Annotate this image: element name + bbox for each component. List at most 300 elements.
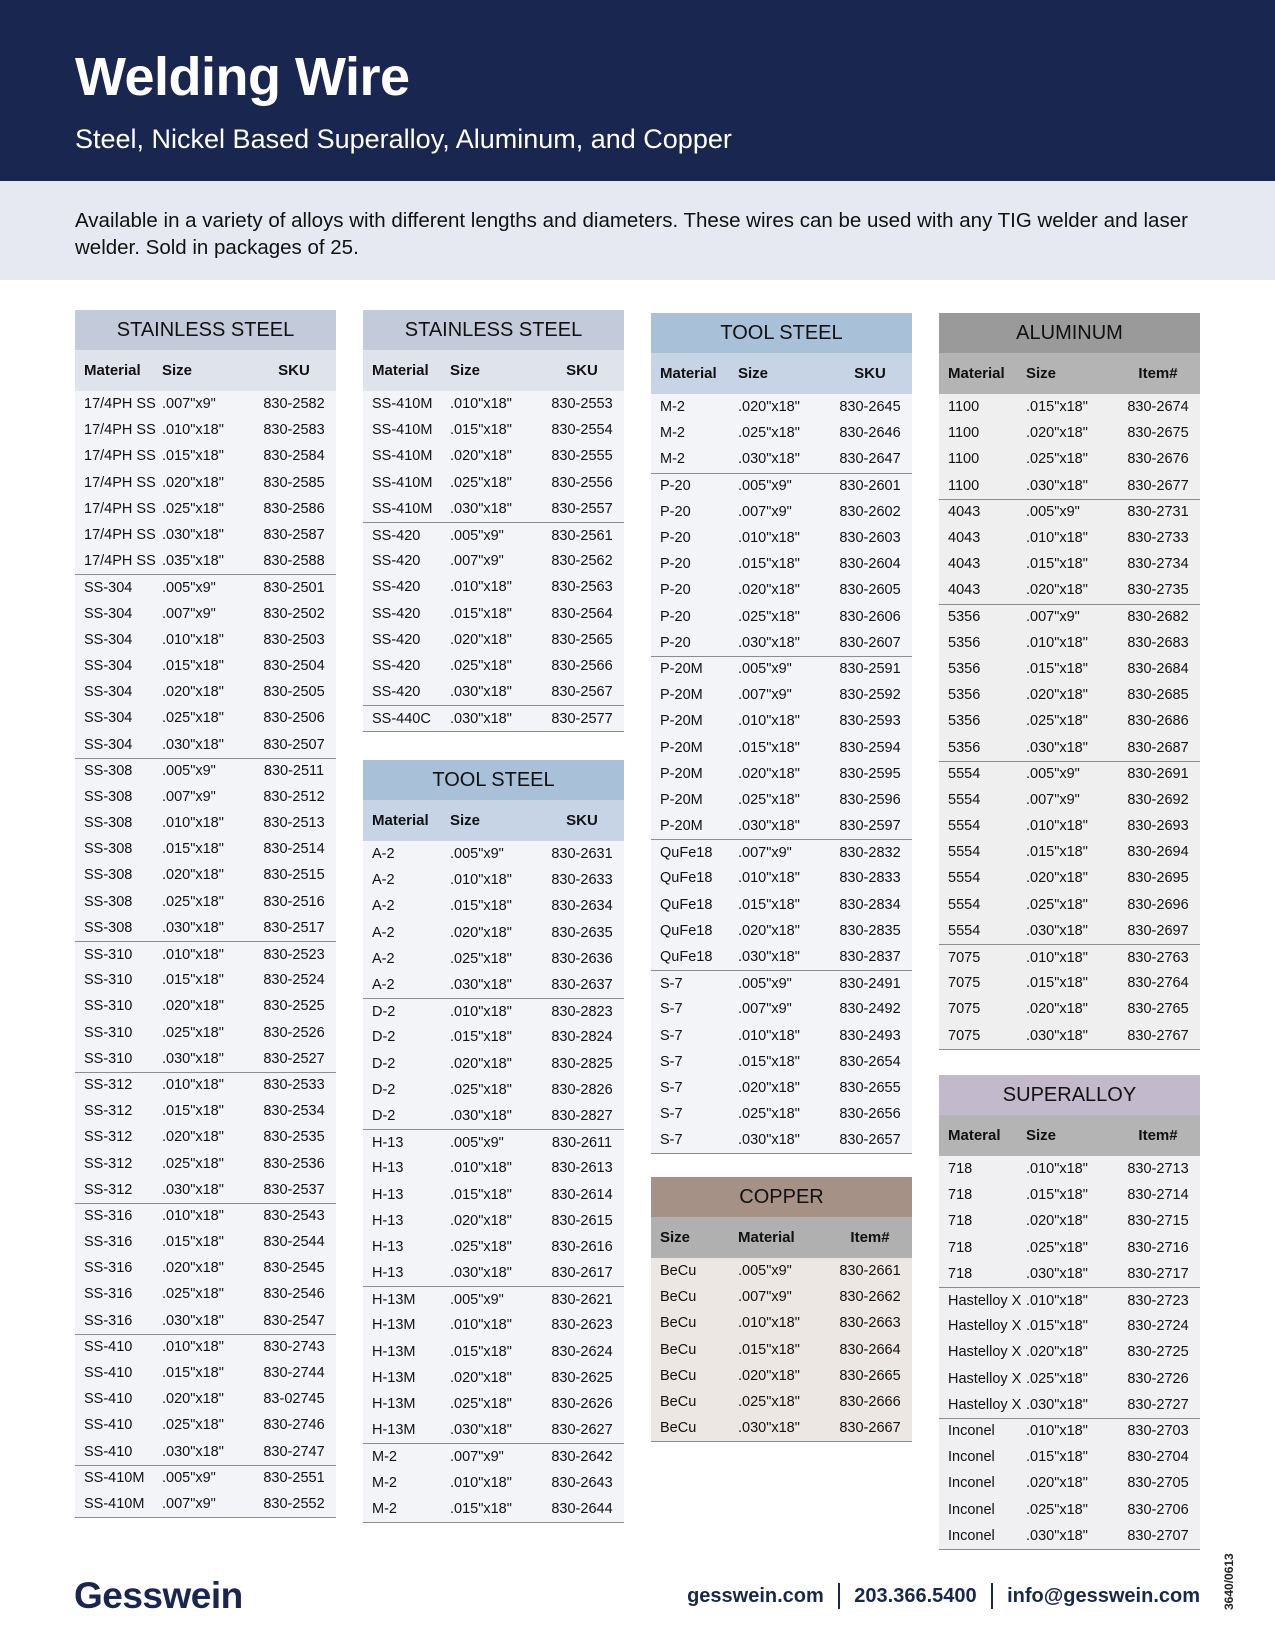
column-header: Materal	[948, 1127, 1001, 1144]
table-title: ALUMINUM	[939, 313, 1200, 353]
table-cell: A-2	[372, 924, 395, 941]
table-cell: .010"x18"	[450, 1003, 512, 1020]
table-cell: .025"x18"	[1026, 713, 1088, 730]
table-cell: 830-2667	[839, 1420, 901, 1437]
table-row	[363, 1103, 624, 1129]
table-cell: 830-2726	[1127, 1370, 1189, 1387]
table-cell: .020"x18"	[450, 448, 512, 465]
table-cell: SS-420	[372, 579, 421, 596]
table-cell: 830-2724	[1127, 1318, 1189, 1335]
table-cell: SS-304	[84, 579, 133, 596]
table-row	[75, 522, 336, 548]
table-row	[363, 470, 624, 496]
table-cell: H-13	[372, 1186, 404, 1203]
table-row	[939, 1023, 1200, 1049]
column-header: Material	[948, 365, 1005, 382]
table-cell: SS-304	[84, 710, 133, 727]
website-link[interactable]: gesswein.com	[687, 1584, 824, 1607]
table-row	[939, 1156, 1200, 1182]
table-cell: 830-2633	[551, 872, 613, 889]
table-cell: 830-2697	[1127, 922, 1189, 939]
table-cell: D-2	[372, 1003, 396, 1020]
table-cell: 830-2603	[839, 530, 901, 547]
email-link[interactable]: info@gesswein.com	[1007, 1584, 1200, 1607]
table-cell: .030"x18"	[1026, 739, 1088, 756]
table-row	[363, 574, 624, 600]
table-cell: 5356	[948, 687, 981, 704]
table-cell: 5554	[948, 766, 981, 783]
table-cell: .025"x18"	[450, 474, 512, 491]
table-row	[75, 1412, 336, 1438]
table-cell: .007"x9"	[738, 1001, 792, 1018]
table-cell: Hastelloy X	[948, 1396, 1022, 1413]
table-cell: 830-2594	[839, 739, 901, 756]
table-cell: 5554	[948, 818, 981, 835]
table-cell: 830-2561	[551, 527, 613, 544]
stainless-steel-table-1	[75, 310, 336, 1518]
table-cell: SS-316	[84, 1234, 133, 1251]
table-cell: 830-2562	[551, 553, 613, 570]
table-cell: .010"x18"	[1026, 1161, 1088, 1178]
table-row	[939, 761, 1200, 787]
table-cell: 830-2723	[1127, 1292, 1189, 1309]
table-cell: .030"x18"	[1026, 1265, 1088, 1282]
table-row	[363, 1234, 624, 1260]
page-title: Welding Wire	[75, 47, 410, 107]
table-cell: P-20M	[660, 687, 703, 704]
table-row	[651, 761, 912, 787]
column-header: Size	[450, 362, 481, 379]
table-row	[363, 496, 624, 522]
table-row	[75, 1465, 336, 1491]
table-row	[363, 1129, 624, 1155]
table-row	[939, 656, 1200, 682]
table-cell: SS-310	[84, 972, 133, 989]
table-cell: A-2	[372, 950, 395, 967]
table-cell: M-2	[372, 1448, 397, 1465]
table-cell: 830-2626	[551, 1396, 613, 1413]
table-cell: Hastelloy X	[948, 1318, 1022, 1335]
table-row	[939, 446, 1200, 472]
table-row	[363, 679, 624, 705]
table-cell: SS-410M	[84, 1470, 145, 1487]
table-row	[651, 551, 912, 577]
phone-number[interactable]: 203.366.5400	[854, 1584, 977, 1607]
table-cell: 7075	[948, 975, 981, 992]
table-cell: .005"x9"	[738, 975, 792, 992]
table-row	[939, 996, 1200, 1022]
table-cell: .025"x18"	[162, 1417, 224, 1434]
table-cell: 4043	[948, 556, 981, 573]
table-title: TOOL STEEL	[651, 313, 912, 353]
table-row	[75, 862, 336, 888]
table-cell: .030"x18"	[162, 736, 224, 753]
table-cell: 830-2676	[1127, 451, 1189, 468]
table-cell: .020"x18"	[1026, 1344, 1088, 1361]
table-cell: 830-2587	[263, 527, 325, 544]
table-row	[939, 1496, 1200, 1522]
table-row	[939, 577, 1200, 603]
table-cell: H-13M	[372, 1369, 416, 1386]
table-row	[75, 993, 336, 1019]
table-cell: .020"x18"	[162, 1260, 224, 1277]
table-row	[651, 970, 912, 996]
table-cell: 718	[948, 1239, 973, 1256]
table-cell: .010"x18"	[162, 1208, 224, 1225]
table-cell: 830-2682	[1127, 609, 1189, 626]
table-cell: 830-2505	[263, 684, 325, 701]
table-row	[651, 1075, 912, 1101]
table-row	[939, 604, 1200, 630]
table-row	[75, 627, 336, 653]
table-cell: SS-304	[84, 736, 133, 753]
table-row	[75, 915, 336, 941]
table-cell: .015"x18"	[1026, 556, 1088, 573]
table-cell: 1100	[948, 399, 980, 416]
table-cell: 830-2735	[1127, 582, 1189, 599]
table-cell: 5554	[948, 922, 981, 939]
table-cell: 830-2606	[839, 608, 901, 625]
table-cell: .007"x9"	[162, 788, 216, 805]
table-cell: 5356	[948, 609, 981, 626]
divider	[838, 1583, 841, 1609]
table-cell: SS-420	[372, 657, 421, 674]
table-cell: .030"x18"	[450, 500, 512, 517]
table-cell: .015"x18"	[450, 605, 512, 622]
table-cell: .007"x9"	[1026, 609, 1080, 626]
table-cell: SS-440C	[372, 710, 431, 727]
table-cell: SS-310	[84, 1050, 133, 1067]
table-row	[75, 1439, 336, 1465]
table-cell: 17/4PH SS	[84, 422, 156, 439]
table-cell: 830-2677	[1127, 477, 1189, 494]
table-cell: .025"x18"	[450, 1396, 512, 1413]
table-cell: .010"x18"	[162, 1077, 224, 1094]
table-cell: 830-2551	[263, 1470, 325, 1487]
table-row	[939, 970, 1200, 996]
table-cell: 830-2695	[1127, 870, 1189, 887]
table-cell: .025"x18"	[738, 1394, 800, 1411]
table-cell: .010"x18"	[162, 946, 224, 963]
table-cell: 830-2585	[263, 474, 325, 491]
table-cell: BeCu	[660, 1394, 697, 1411]
table-row	[363, 867, 624, 893]
table-cell: SS-312	[84, 1155, 133, 1172]
table-cell: 830-2546	[263, 1286, 325, 1303]
table-cell: S-7	[660, 1132, 683, 1149]
table-cell: .005"x9"	[738, 1263, 792, 1280]
table-row	[363, 1391, 624, 1417]
intro-text: Available in a variety of alloys with different lengths and diameters. These wires can be used with any TIG welder and laser welder. Sold in packages of 25.	[75, 209, 1188, 259]
table-row	[651, 1127, 912, 1153]
table-cell: 830-2832	[839, 844, 901, 861]
table-cell: 830-2516	[263, 893, 325, 910]
table-cell: 830-2583	[263, 422, 325, 439]
table-cell: .010"x18"	[450, 579, 512, 596]
table-row	[651, 708, 912, 734]
table-cell: M-2	[660, 451, 685, 468]
table-row	[651, 865, 912, 891]
table-title: COPPER	[651, 1177, 912, 1217]
table-cell: 830-2696	[1127, 896, 1189, 913]
table-cell: D-2	[372, 1029, 396, 1046]
table-cell: 830-2627	[551, 1422, 613, 1439]
table-cell: .007"x9"	[450, 1448, 504, 1465]
table-cell: 830-2588	[263, 553, 325, 570]
table-cell: .030"x18"	[450, 684, 512, 701]
divider	[991, 1583, 994, 1609]
table-cell: 830-2656	[839, 1106, 901, 1123]
table-cell: .007"x9"	[450, 553, 504, 570]
table-cell: .010"x18"	[1026, 949, 1088, 966]
table-cell: .015"x18"	[162, 657, 224, 674]
table-cell: 830-2554	[551, 422, 613, 439]
table-cell: .007"x9"	[162, 396, 216, 413]
table-cell: 17/4PH SS	[84, 553, 156, 570]
table-cell: 830-2592	[839, 687, 901, 704]
table-cell: .020"x18"	[738, 582, 800, 599]
table-cell: .025"x18"	[1026, 896, 1088, 913]
table-cell: .020"x18"	[162, 867, 224, 884]
table-cell: .025"x18"	[450, 1238, 512, 1255]
table-cell: .025"x18"	[162, 1155, 224, 1172]
table-cell: 830-2523	[263, 946, 325, 963]
document-number: 3640/0613	[1222, 1553, 1236, 1610]
table-cell: 830-2727	[1127, 1396, 1189, 1413]
table-cell: 830-2644	[551, 1500, 613, 1517]
table-row	[651, 656, 912, 682]
table-cell: P-20	[660, 556, 691, 573]
table-cell: 830-2535	[263, 1129, 325, 1146]
table-cell: 830-2526	[263, 1024, 325, 1041]
table-title: STAINLESS STEEL	[363, 310, 624, 350]
table-cell: 830-2744	[263, 1365, 325, 1382]
table-row	[939, 1392, 1200, 1418]
table-cell: SS-410M	[372, 500, 433, 517]
table-cell: 718	[948, 1265, 973, 1282]
table-row	[75, 967, 336, 993]
table-row	[75, 1255, 336, 1281]
table-cell: 830-2613	[551, 1160, 613, 1177]
table-cell: .005"x9"	[1026, 504, 1080, 521]
table-row	[363, 1286, 624, 1312]
table-cell: SS-304	[84, 684, 133, 701]
table-row	[363, 1024, 624, 1050]
table-cell: BeCu	[660, 1315, 697, 1332]
table-cell: P-20M	[660, 713, 703, 730]
table-row	[363, 972, 624, 998]
table-row	[939, 734, 1200, 760]
table-cell: SS-410M	[372, 474, 433, 491]
table-cell: 830-2665	[839, 1367, 901, 1384]
table-cell: P-20M	[660, 791, 703, 808]
table-cell: .015"x18"	[1026, 1318, 1088, 1335]
table-cell: .010"x18"	[450, 1160, 512, 1177]
copper-table	[651, 1177, 912, 1442]
column-headers	[651, 1217, 912, 1258]
table-cell: 830-2582	[263, 396, 325, 413]
table-cell: .020"x18"	[1026, 1475, 1088, 1492]
table-row	[75, 548, 336, 574]
table-cell: .020"x18"	[450, 1369, 512, 1386]
table-cell: 830-2716	[1127, 1239, 1189, 1256]
table-cell: H-13M	[372, 1343, 416, 1360]
column-header: Material	[738, 1229, 795, 1246]
table-row	[363, 627, 624, 653]
column-header: Size	[162, 362, 193, 379]
table-cell: 5554	[948, 791, 981, 808]
table-cell: 830-2637	[551, 977, 613, 994]
table-cell: H-13M	[372, 1317, 416, 1334]
table-cell: .030"x18"	[162, 1050, 224, 1067]
table-row	[651, 1415, 912, 1441]
table-row	[651, 892, 912, 918]
table-cell: 830-2533	[263, 1077, 325, 1094]
table-row	[363, 841, 624, 867]
table-cell: .025"x18"	[162, 1286, 224, 1303]
table-cell: 830-2543	[263, 1208, 325, 1225]
table-cell: 830-2605	[839, 582, 901, 599]
table-cell: 830-2527	[263, 1050, 325, 1067]
table-cell: SS-308	[84, 763, 133, 780]
table-cell: 718	[948, 1187, 973, 1204]
table-row	[363, 998, 624, 1024]
table-cell: .005"x9"	[450, 1291, 504, 1308]
table-row	[75, 731, 336, 757]
table-cell: 830-2692	[1127, 791, 1189, 808]
table-cell: 830-2506	[263, 710, 325, 727]
table-cell: .015"x18"	[738, 739, 800, 756]
table-cell: 17/4PH SS	[84, 474, 156, 491]
table-row	[75, 1229, 336, 1255]
table-row	[75, 470, 336, 496]
table-cell: .015"x18"	[450, 1500, 512, 1517]
table-cell: .005"x9"	[450, 527, 504, 544]
table-body	[651, 1258, 912, 1442]
table-row	[363, 1051, 624, 1077]
table-row	[939, 944, 1200, 970]
table-cell: 830-2747	[263, 1443, 325, 1460]
column-header: SKU	[566, 812, 598, 829]
table-row	[363, 920, 624, 946]
table-cell: .020"x18"	[450, 631, 512, 648]
table-row	[651, 604, 912, 630]
table-row	[651, 1389, 912, 1415]
table-cell: P-20	[660, 503, 691, 520]
table-row	[939, 892, 1200, 918]
table-cell: .020"x18"	[1026, 687, 1088, 704]
table-cell: 830-2642	[551, 1448, 613, 1465]
table-cell: 830-2565	[551, 631, 613, 648]
table-cell: SS-410	[84, 1443, 133, 1460]
table-row	[651, 1363, 912, 1389]
table-cell: 830-2743	[263, 1339, 325, 1356]
table-cell: P-20	[660, 478, 691, 495]
table-cell: 830-2685	[1127, 687, 1189, 704]
table-cell: .015"x18"	[1026, 1449, 1088, 1466]
table-row	[651, 1284, 912, 1310]
table-cell: .035"x18"	[162, 553, 224, 570]
table-body	[939, 1156, 1200, 1550]
table-cell: .030"x18"	[162, 1181, 224, 1198]
column-header: Size	[450, 812, 481, 829]
table-cell: .010"x18"	[162, 815, 224, 832]
table-cell: .010"x18"	[738, 713, 800, 730]
table-cell: 17/4PH SS	[84, 396, 156, 413]
table-cell: .007"x9"	[162, 1495, 216, 1512]
table-cell: .030"x18"	[450, 977, 512, 994]
column-header: SKU	[854, 365, 886, 382]
table-cell: 830-2663	[839, 1315, 901, 1332]
table-cell: .030"x18"	[162, 919, 224, 936]
table-cell: SS-410	[84, 1417, 133, 1434]
table-cell: BeCu	[660, 1367, 697, 1384]
table-cell: P-20M	[660, 739, 703, 756]
table-cell: 830-2687	[1127, 739, 1189, 756]
table-cell: .020"x18"	[450, 924, 512, 941]
table-cell: .005"x9"	[450, 846, 504, 863]
table-cell: .020"x18"	[738, 1079, 800, 1096]
table-row	[651, 1023, 912, 1049]
table-cell: .020"x18"	[450, 1212, 512, 1229]
table-cell: 830-2631	[551, 846, 613, 863]
table-row	[363, 417, 624, 443]
table-cell: .020"x18"	[162, 474, 224, 491]
table-row	[75, 496, 336, 522]
table-row	[651, 446, 912, 472]
table-cell: 5356	[948, 713, 981, 730]
table-cell: A-2	[372, 846, 395, 863]
table-row	[939, 1313, 1200, 1339]
table-row	[75, 810, 336, 836]
table-cell: 830-2591	[839, 661, 901, 678]
table-row	[363, 1077, 624, 1103]
table-row	[75, 1203, 336, 1229]
table-cell: .010"x18"	[738, 870, 800, 887]
table-cell: .010"x18"	[1026, 634, 1088, 651]
table-cell: 830-2534	[263, 1103, 325, 1120]
table-row	[75, 1124, 336, 1150]
table-cell: .030"x18"	[162, 527, 224, 544]
table-cell: .020"x18"	[162, 1391, 224, 1408]
table-cell: .020"x18"	[162, 684, 224, 701]
column-header: Size	[660, 1229, 691, 1246]
table-cell: 830-2731	[1127, 504, 1189, 521]
table-row	[75, 1177, 336, 1203]
table-cell: 830-2545	[263, 1260, 325, 1277]
table-cell: BeCu	[660, 1420, 697, 1437]
table-cell: SS-410M	[372, 448, 433, 465]
table-cell: 830-2624	[551, 1343, 613, 1360]
table-cell: 830-2646	[839, 425, 901, 442]
table-row	[651, 394, 912, 420]
table-cell: QuFe18	[660, 844, 713, 861]
table-cell: .030"x18"	[1026, 1396, 1088, 1413]
table-cell: .007"x9"	[738, 503, 792, 520]
table-cell: 4043	[948, 530, 981, 547]
table-cell: .010"x18"	[162, 1339, 224, 1356]
table-cell: 7075	[948, 1027, 981, 1044]
table-cell: 830-2694	[1127, 844, 1189, 861]
table-row	[651, 1258, 912, 1284]
table-cell: .005"x9"	[162, 579, 216, 596]
table-cell: S-7	[660, 1106, 683, 1123]
table-cell: .015"x18"	[738, 1341, 800, 1358]
table-cell: .030"x18"	[738, 1420, 800, 1437]
table-cell: .020"x18"	[162, 1129, 224, 1146]
superalloy-table	[939, 1075, 1200, 1550]
table-cell: 83-02745	[263, 1391, 325, 1408]
